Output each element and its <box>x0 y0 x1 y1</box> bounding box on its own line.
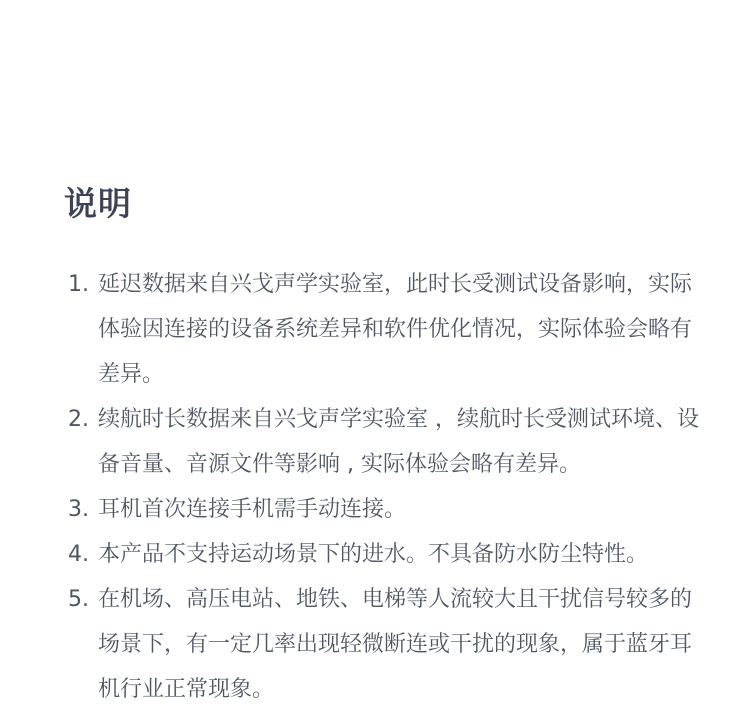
notes-list <box>68 262 708 712</box>
note-item-4 <box>68 532 708 577</box>
note-item-3 <box>68 487 708 532</box>
note-number-2: 2. <box>68 407 89 432</box>
note-item-1 <box>68 262 708 397</box>
note-number-5: 5. <box>68 587 89 612</box>
note-text-5: 在机场、高压电站、地铁、电梯等人流较大且干扰信号较多的场景下，有一定几率出现轻微断连或干扰的现象，属于蓝牙耳机行业正常现象。 <box>98 587 693 702</box>
note-number-1: 1. <box>68 272 89 297</box>
note-text-1: 延迟数据来自兴戈声学实验室，此时长受测试设备影响，实际体验因连接的设备系统差异和软件优化情况，实际体验会略有差异。 <box>98 272 693 387</box>
note-item-5 <box>68 577 708 712</box>
note-number-4: 4. <box>68 542 89 567</box>
note-text-3: 耳机首次连接手机需手动连接。 <box>98 497 407 522</box>
note-text-2: 续航时长数据来自兴戈声学实验室 ，续航时长受测试环境、设备音量、音源文件等影响 , 实际体验会略有差异。 <box>98 407 699 477</box>
section-title: 说明 <box>64 184 132 223</box>
note-item-2 <box>68 397 708 487</box>
note-number-3: 3. <box>68 497 89 522</box>
note-text-4: 本产品不支持运动场景下的进水。不具备防水防尘特性。 <box>98 542 649 567</box>
